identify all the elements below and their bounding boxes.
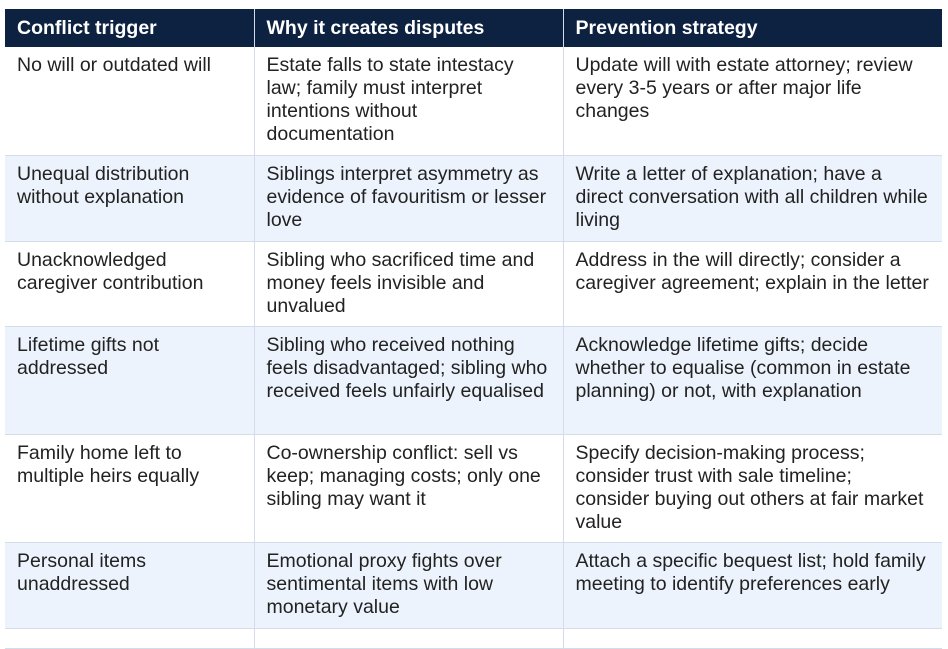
- cell-why-disputes: Sibling who received nothing feels disadvantaged; sibling who received feels unfairly equalised: [254, 326, 563, 434]
- header-prevention-strategy: Prevention strategy: [563, 9, 942, 47]
- cell-prevention-strategy: Attach a specific bequest list; hold family meeting to identify preferences early: [563, 542, 942, 628]
- cell-why-disputes: Emotional proxy fights over sentimental items with low monetary value: [254, 542, 563, 628]
- cell-conflict-trigger: Unacknowledged caregiver contribution: [5, 241, 254, 326]
- cell-prevention-strategy: Address in the will directly; consider a caregiver agreement; explain in the letter: [563, 241, 942, 326]
- cell-why-disputes: Co-ownership conflict: sell vs keep; managing costs; only one sibling may want it: [254, 434, 563, 542]
- table-header-row: [5, 9, 942, 47]
- cell-empty: [254, 628, 563, 648]
- cell-conflict-trigger: Personal items unaddressed: [5, 542, 254, 628]
- cell-conflict-trigger: No will or outdated will: [5, 47, 254, 155]
- cell-conflict-trigger: Lifetime gifts not addressed: [5, 326, 254, 434]
- table-row: [5, 241, 942, 326]
- table-row: [5, 47, 942, 155]
- cell-prevention-strategy: Acknowledge lifetime gifts; decide whether to equalise (common in estate planning) or not, with explanation: [563, 326, 942, 434]
- table-row: [5, 542, 942, 628]
- cell-empty: [563, 628, 942, 648]
- table-row: [5, 326, 942, 434]
- header-why-disputes: Why it creates disputes: [254, 9, 563, 47]
- table-row: [5, 434, 942, 542]
- cell-why-disputes: Sibling who sacrificed time and money feels invisible and unvalued: [254, 241, 563, 326]
- table-row: [5, 155, 942, 241]
- cell-prevention-strategy: Write a letter of explanation; have a direct conversation with all children while living: [563, 155, 942, 241]
- table-row-partial: [5, 628, 942, 648]
- header-conflict-trigger: Conflict trigger: [5, 9, 254, 47]
- cell-why-disputes: Estate falls to state intestacy law; family must interpret intentions without documentation: [254, 47, 563, 155]
- cell-conflict-trigger: Unequal distribution without explanation: [5, 155, 254, 241]
- cell-prevention-strategy: Specify decision-making process; consider trust with sale timeline; consider buying out others at fair market value: [563, 434, 942, 542]
- cell-conflict-trigger: Family home left to multiple heirs equally: [5, 434, 254, 542]
- cell-prevention-strategy: Update will with estate attorney; review every 3-5 years or after major life changes: [563, 47, 942, 155]
- estate-conflict-table: [5, 9, 942, 649]
- cell-empty: [5, 628, 254, 648]
- cell-why-disputes: Siblings interpret asymmetry as evidence of favouritism or lesser love: [254, 155, 563, 241]
